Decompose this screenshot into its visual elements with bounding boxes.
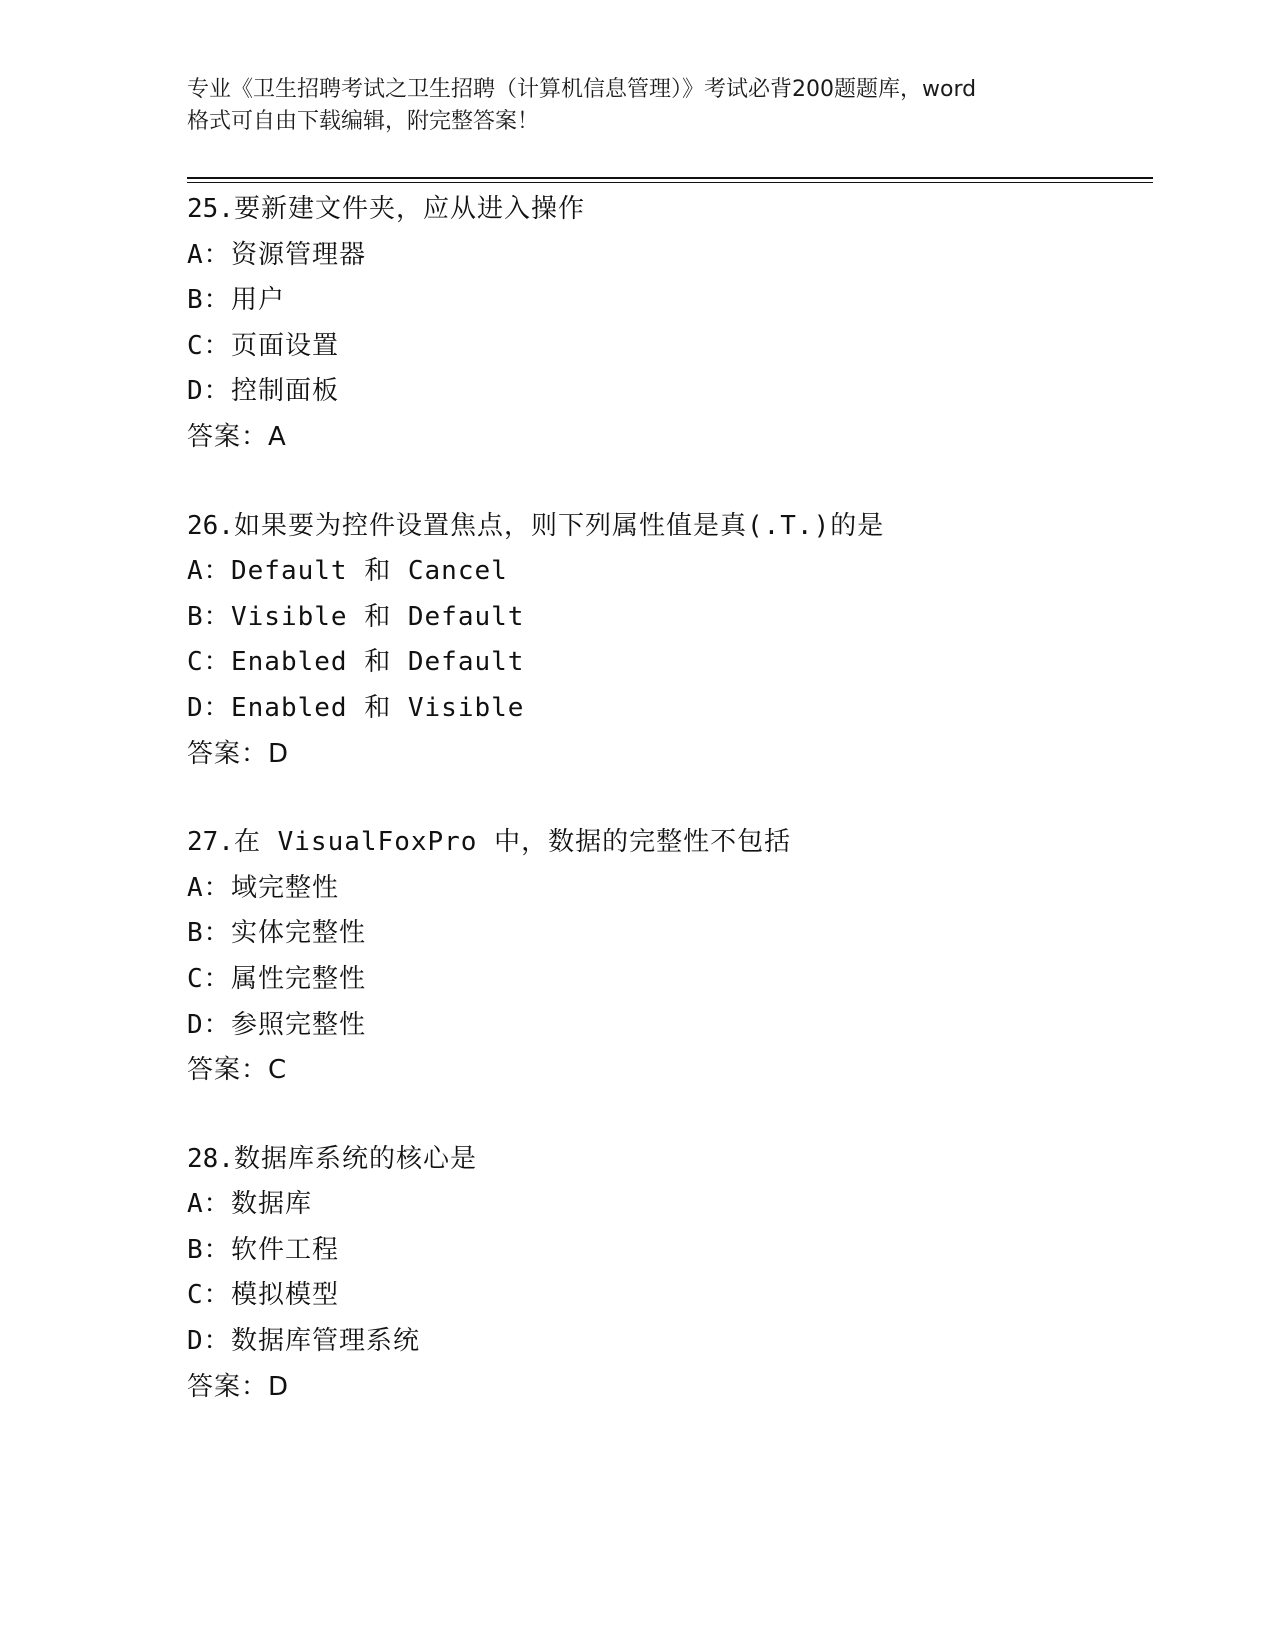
option-text: Default 和 Cancel <box>231 556 508 587</box>
question-27 <box>187 820 1147 1094</box>
question-stem <box>187 504 1147 550</box>
question-number: 27. <box>187 827 234 858</box>
answer-line <box>187 415 1147 461</box>
option-text: 数据库 <box>231 1189 313 1220</box>
question-list <box>187 187 1147 1453</box>
option-d <box>187 686 1147 732</box>
option-key: B： <box>187 918 231 949</box>
option-key: C： <box>187 647 231 678</box>
option-key: A： <box>187 872 231 903</box>
option-key: A： <box>187 1189 231 1220</box>
header-line-1: 专业《卫生招聘考试之卫生招聘（计算机信息管理）》考试必背200题题库，word <box>187 77 977 102</box>
option-key: B： <box>187 1234 231 1265</box>
option-text: Visible 和 Default <box>231 601 525 632</box>
option-text: 资源管理器 <box>231 239 367 270</box>
answer-line <box>187 1048 1147 1094</box>
option-text: 参照完整性 <box>231 1009 367 1040</box>
option-key: A： <box>187 556 231 587</box>
option-text: Enabled 和 Visible <box>231 692 525 723</box>
answer-value: C <box>268 1055 288 1086</box>
option-b <box>187 911 1147 957</box>
option-text: 域完整性 <box>231 872 340 903</box>
option-d <box>187 1319 1147 1365</box>
option-text: 页面设置 <box>231 330 340 361</box>
answer-label: 答案： <box>187 1055 269 1086</box>
option-d <box>187 369 1147 415</box>
option-text: 实体完整性 <box>231 918 367 949</box>
option-text: Enabled 和 Default <box>231 647 525 678</box>
option-c <box>187 957 1147 1003</box>
question-stem <box>187 820 1147 866</box>
option-c <box>187 324 1147 370</box>
option-key: B： <box>187 285 231 316</box>
header-divider-thick <box>187 177 1153 179</box>
option-a <box>187 233 1147 279</box>
question-26 <box>187 504 1147 778</box>
answer-value: A <box>268 421 287 452</box>
option-key: A： <box>187 239 231 270</box>
option-d <box>187 1003 1147 1049</box>
question-text: 在 VisualFoxPro 中，数据的完整性不包括 <box>233 827 792 858</box>
option-a <box>187 549 1147 595</box>
option-text: 模拟模型 <box>231 1280 340 1311</box>
question-number: 26. <box>187 510 234 541</box>
question-text: 数据库系统的核心是 <box>233 1143 477 1174</box>
question-number: 28. <box>187 1143 234 1174</box>
answer-value: D <box>268 1371 290 1402</box>
option-key: D： <box>187 1326 231 1357</box>
question-25 <box>187 187 1147 461</box>
option-c <box>187 640 1147 686</box>
option-key: D： <box>187 376 231 407</box>
option-text: 数据库管理系统 <box>231 1326 421 1357</box>
option-c <box>187 1273 1147 1319</box>
option-text: 控制面板 <box>231 376 340 407</box>
option-key: C： <box>187 1280 231 1311</box>
option-key: C： <box>187 963 231 994</box>
answer-label: 答案： <box>187 738 269 769</box>
option-key: C： <box>187 330 231 361</box>
question-28 <box>187 1137 1147 1411</box>
answer-line <box>187 1365 1147 1411</box>
option-key: D： <box>187 692 231 723</box>
answer-label: 答案： <box>187 1371 269 1402</box>
answer-label: 答案： <box>187 421 269 452</box>
option-text: 属性完整性 <box>231 963 367 994</box>
option-text: 软件工程 <box>231 1234 340 1265</box>
option-b <box>187 278 1147 324</box>
option-b <box>187 1228 1147 1274</box>
question-stem <box>187 1137 1147 1183</box>
document-header <box>187 74 1087 138</box>
option-key: B： <box>187 601 231 632</box>
option-a <box>187 1182 1147 1228</box>
option-key: D： <box>187 1009 231 1040</box>
question-text: 如果要为控件设置焦点，则下列属性值是真(.T.)的是 <box>233 510 885 541</box>
question-stem <box>187 187 1147 233</box>
header-line-2: 格式可自由下载编辑，附完整答案！ <box>187 109 540 134</box>
option-b <box>187 595 1147 641</box>
answer-value: D <box>268 738 290 769</box>
option-a <box>187 866 1147 912</box>
option-text: 用户 <box>231 285 286 316</box>
header-divider-thin <box>187 182 1153 183</box>
question-number: 25. <box>187 194 234 224</box>
question-text: 要新建文件夹，应从进入操作 <box>233 194 585 224</box>
answer-line <box>187 732 1147 778</box>
